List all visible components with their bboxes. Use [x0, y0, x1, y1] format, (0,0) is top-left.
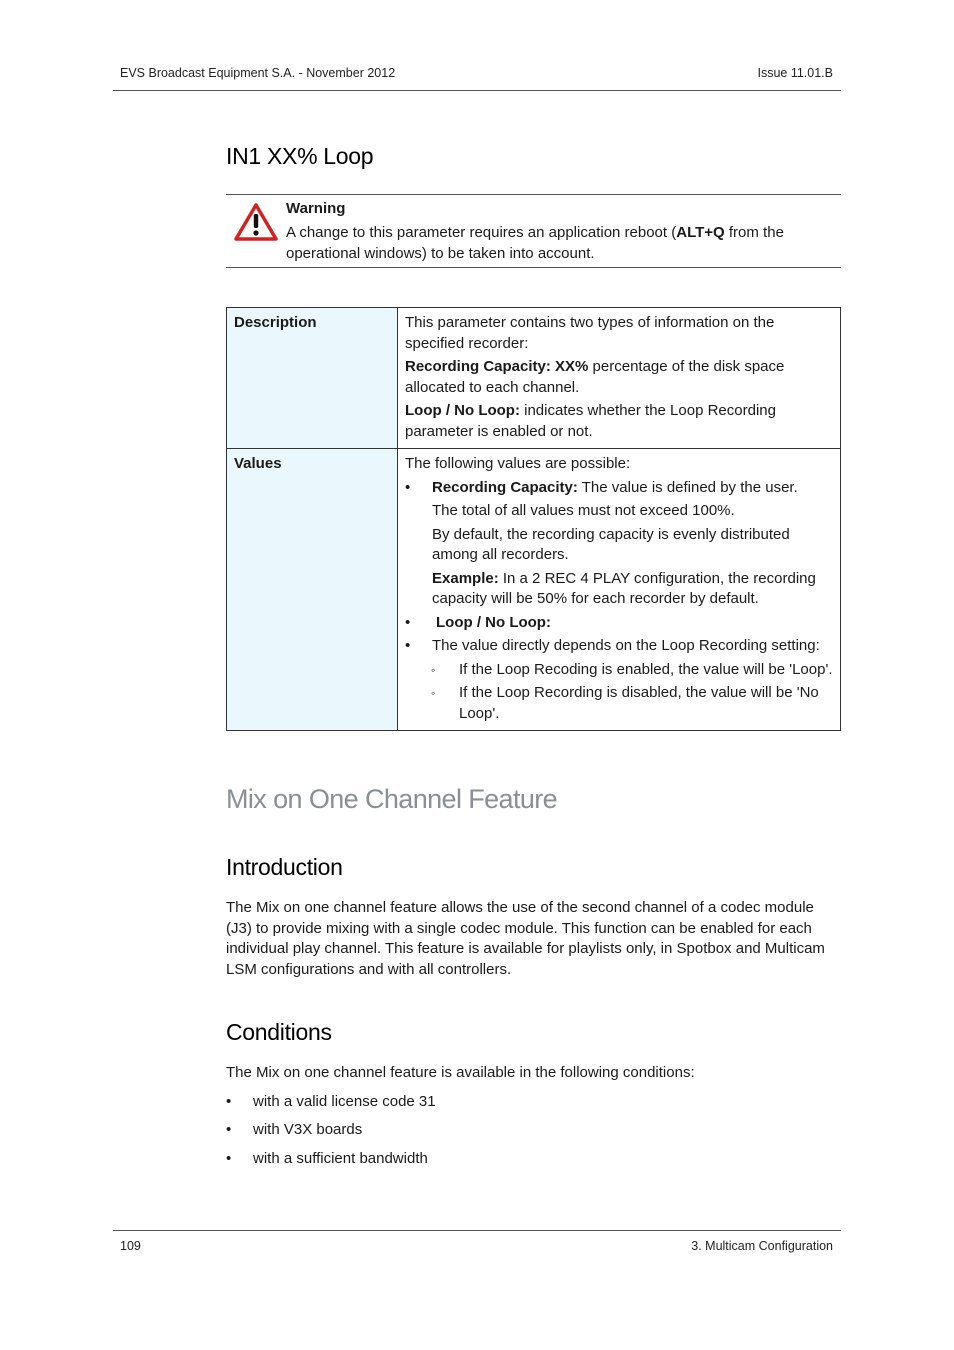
description-capacity: Recording Capacity: XX% percentage of the disk space allocated to each channel. — [405, 358, 785, 396]
header-rule — [113, 90, 841, 91]
warning-callout — [226, 194, 841, 268]
footer-rule — [113, 1230, 841, 1231]
heading-introduction: Introduction — [226, 854, 343, 880]
list-item: • Recording Capacity: The value is defined by the user. — [405, 478, 798, 496]
heading-conditions: Conditions — [226, 1019, 332, 1045]
description-loop: Loop / No Loop: indicates whether the Loop Recording parameter is enabled or not. — [405, 402, 776, 440]
list-item: ◦ If the Loop Recoding is enabled, the value will be 'Loop'. — [431, 660, 833, 678]
warning-title: Warning — [286, 200, 346, 217]
list-item: • The value directly depends on the Loop Recording setting: — [405, 637, 820, 654]
values-label: Values — [227, 449, 398, 731]
introduction-text: The Mix on one channel feature allows the use of the second channel of a codec module (J3) to provide mixing with a single codec module. This function can be enabled for each individual play channel. This feature is available for playlists only, in Spotbox and Multicam LSM configurations and with all controllers. — [226, 899, 825, 978]
shortcut-keys: ALT+Q — [676, 224, 725, 241]
list-item: • with V3X boards — [226, 1121, 363, 1138]
list-item: • with a valid license code 31 — [226, 1093, 436, 1110]
chapter-title-mix: Mix on One Channel Feature — [226, 784, 558, 814]
values-intro: The following values are possible: — [405, 455, 631, 472]
values-total: The total of all values must not exceed 100%. — [432, 502, 735, 519]
values-example: Example: In a 2 REC 4 PLAY configuration, the recording capacity will be 50% for each recorder by default. — [432, 569, 816, 607]
parameter-table — [226, 307, 841, 731]
values-default: By default, the recording capacity is evenly distributed among all recorders. — [432, 525, 790, 563]
footer-chapter: 3. Multicam Configuration — [691, 1239, 833, 1253]
header-issue: Issue 11.01.B — [757, 66, 833, 80]
list-item: • Loop / No Loop: — [405, 613, 551, 631]
values-content — [398, 449, 841, 731]
warning-text: A change to this parameter requires an application reboot (ALT+Q from the operational windows) to be taken into account. — [286, 224, 784, 262]
list-item: • with a sufficient bandwidth — [226, 1150, 428, 1167]
warning-triangle-icon — [234, 203, 278, 241]
description-intro: This parameter contains two types of information on the specified recorder: — [405, 314, 775, 352]
list-item: ◦ If the Loop Recording is disabled, the value will be 'No Loop'. — [431, 684, 819, 722]
table-row-values — [227, 449, 841, 731]
description-content — [398, 308, 841, 449]
table-row-description — [227, 308, 841, 449]
conditions-intro: The Mix on one channel feature is available in the following conditions: — [226, 1064, 695, 1081]
section-title-loop: IN1 XX% Loop — [226, 143, 374, 169]
header-document-info: EVS Broadcast Equipment S.A. - November 2012 — [120, 66, 396, 80]
description-label: Description — [227, 308, 398, 449]
page-number: 109 — [120, 1239, 141, 1253]
